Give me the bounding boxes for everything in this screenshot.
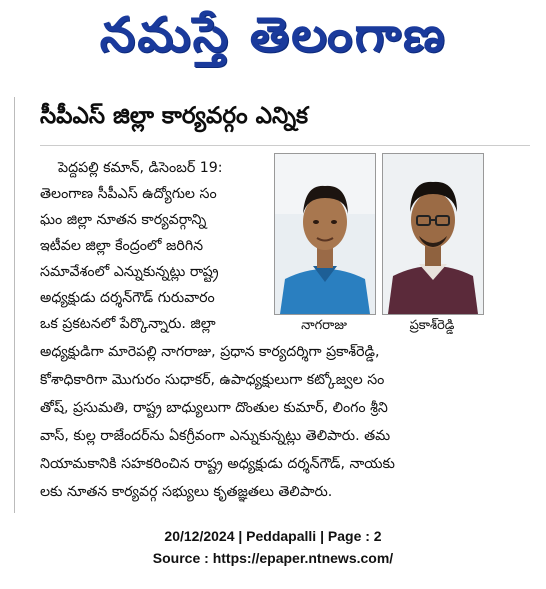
portrait-photo-prakash-reddy [382, 153, 484, 315]
article-line: అధ్యక్షుడిగా మారెపల్లి నాగరాజు, ప్రధాన కార్యదర్శిగా ప్రకాశ్‌రెడ్డి, [40, 344, 380, 360]
article-line: ఘం జిల్లా నూతన కార్యవర్గాన్ని [40, 212, 207, 228]
article-line: కోశాధికారిగా మొగురం సుధాకర్, ఉపాధ్యక్షులుగా కట్కోజ్వల సం [40, 372, 385, 388]
article-line: తోష్, ప్రసుమతి, రాష్ట్ర బాధ్యులుగా దొంతుల కుమార్, లింగం శ్రీని [40, 400, 388, 416]
masthead [0, 6, 546, 76]
photo-caption-prakash-reddy: ప్రకాశ్‌రెడ్డి [409, 318, 455, 333]
masthead-title: నమస్తే తెలంగాణ [99, 7, 447, 63]
portrait-photo-nagaraju [274, 153, 376, 315]
article-line: పెద్దపల్లి కమాన్, డిసెంబర్ 19: [58, 160, 223, 176]
headline-rule [40, 145, 530, 146]
article-headline: సీపీఎస్ జిల్లా కార్యవర్గం ఎన్నిక [40, 103, 309, 129]
article-line: సమావేశంలో ఎన్నుకున్నట్లు రాష్ట్ర [40, 264, 219, 280]
source-link[interactable]: Source : https://epaper.ntnews.com/ [152, 550, 394, 566]
article-line: ఒక ప్రకటనలో పేర్కొన్నారు. జిల్లా [40, 316, 216, 332]
edition-info: 20/12/2024 | Peddapalli | Page : 2 [164, 528, 382, 544]
article-line: ఇటీవల జిల్లా కేంద్రంలో జరిగిన [40, 238, 204, 254]
article-line: నియామకానికి సహకరించిన రాష్ట్ర అధ్యక్షుడు దర్శన్‌గౌడ్, నాయకు [40, 456, 395, 472]
article-line: వాస్, కుల్ల రాజేందర్‌ను ఏకగ్రీవంగా ఎన్నుకున్నట్లు తెలిపారు. తమ [40, 428, 391, 444]
photo-caption-nagaraju: నాగరాజు [301, 318, 347, 333]
article-line: తెలంగాణ సీపీఎస్ ఉద్యోగుల సం [40, 186, 217, 202]
article-line: లకు నూతన కార్యవర్గ సభ్యులు కృతజ్ఞతలు తెలిపారు. [40, 484, 333, 500]
article-line: అధ్యక్షుడు దర్శన్‌గౌడ్ గురువారం [40, 290, 215, 306]
